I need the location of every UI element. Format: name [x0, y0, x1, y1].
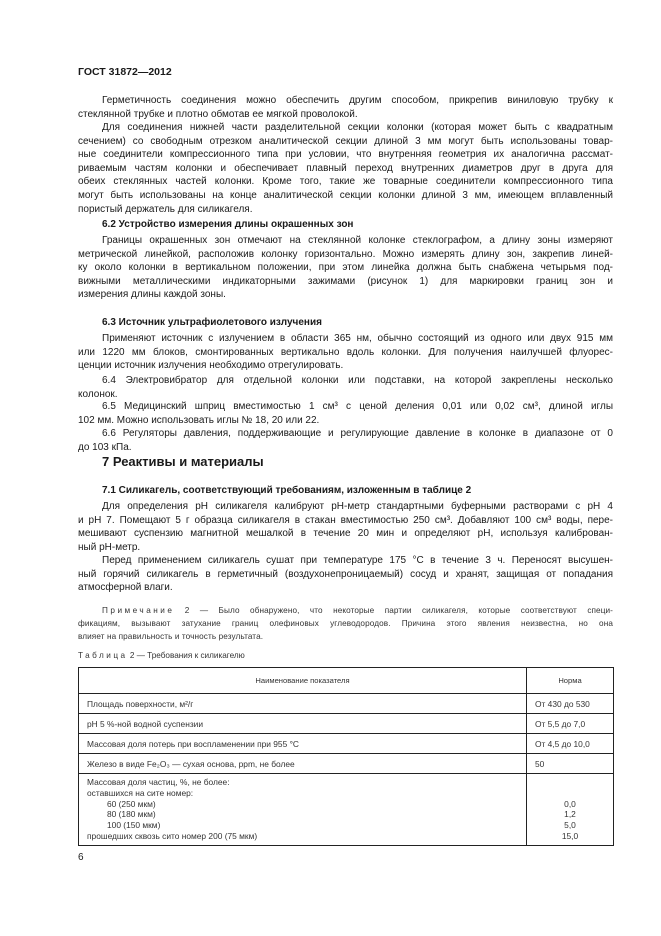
- text-line: 6.4 Электровибратор для отдельной колонки или подставки, на которой закреплены несколько: [102, 375, 613, 386]
- text-line: сечением) со свободным отрезком аналитической секции длиной 3 мм могут быть использованы товар-: [78, 135, 613, 147]
- text-line: Перед применением силикагель сушат при температуре 175 °С в течение 3 ч. Переносят высушен-: [102, 555, 613, 566]
- paragraph: [78, 427, 613, 454]
- text-line: ку около колонки в вертикальном положении, при этом линейка должна быть снабжена четырьмя под-: [78, 262, 613, 274]
- text-line: мешивают суспензию магнитной мешалкой в течение 20 мин и определяют pH, используя калиброван-: [78, 528, 613, 540]
- text-line: 102 мм. Можно использовать иглы № 18, 20 или 22.: [78, 414, 320, 426]
- text-line: атмосферной влаги.: [78, 582, 173, 594]
- document-header: ГОСТ 31872—2012: [78, 66, 172, 78]
- note-line: фикациям, вызывают затухание границ олефиновых углеводородов. Причина этого явления неизвестна, но она: [78, 619, 613, 628]
- paragraph: [78, 332, 613, 373]
- note-label: Примечание: [102, 606, 175, 615]
- text-line: 6.5 Медицинский шприц вместимостью 1 см³ с ценой деления 0,01 или 0,02 см³, длиной иглы: [102, 401, 613, 412]
- section-heading-7-1: 7.1 Силикагель, соответствующий требованиям, изложенным в таблице 2: [102, 485, 472, 496]
- paragraph: [78, 500, 613, 554]
- text-line: до 103 кПа.: [78, 441, 132, 453]
- text-line: обеих стеклянных частей колонки. Кроме того, такие же товарные соединители компрессионного типа: [78, 176, 613, 188]
- text-line: ный горячий силикагель в герметичный (воздухонепроницаемый) сосуд и хранят, защищая от попадания: [78, 568, 613, 580]
- table-row: Железо в виде Fe₂O₃ — сухая основа, ppm, не более 50: [79, 754, 614, 774]
- text-line: пористый держатель для силикагеля.: [78, 203, 253, 215]
- note-line: влияет на правильность и точность результата.: [78, 632, 264, 641]
- table-row: Массовая доля частиц, %, не более: оставшихся на сите номер: 60 (250 мкм) 80 (180 мкм) 100 (150 мкм) прошедших сквозь сито номер 200 (75 мкм) 0,0 1,2 5,0 15,0: [79, 774, 614, 846]
- paragraph: [78, 234, 613, 302]
- table-row: pH 5 %-ной водной суспензии От 5,5 до 7,0: [79, 714, 614, 734]
- text-line: ные соединители компрессионного типа при условии, что внутренняя геометрия их аналогична рассмат-: [78, 149, 613, 161]
- paragraph: [78, 121, 613, 216]
- text-line: Герметичность соединения можно обеспечить другим способом, прикрепив виниловую трубку к: [102, 95, 613, 106]
- note: [78, 604, 613, 643]
- text-line: вижными металлическими индикаторными зажимами (рисунок 1) для маркировки границ зон и: [78, 275, 613, 287]
- text-line: ценции источник излучения необходимо отрегулировать.: [78, 360, 344, 372]
- paragraph: [78, 400, 613, 427]
- table-row: Площадь поверхности, м²/г От 430 до 530: [79, 694, 614, 714]
- text-line: ный pH-метр.: [78, 541, 141, 553]
- section-heading-7: 7 Реактивы и материалы: [102, 454, 264, 469]
- column-header: Норма: [527, 668, 614, 694]
- text-line: Для соединения нижней части разделительной секции колонки (которая может быть с квадратным: [102, 122, 613, 133]
- section-heading-6-2: 6.2 Устройство измерения длины окрашенных зон: [102, 219, 354, 230]
- text-line: 6.6 Регуляторы давления, поддерживающие и регулирующие давление в колонке в диапазоне от 0: [102, 428, 613, 439]
- text-line: могут быть использованы на конце аналитической секции колонки длиной 3 мм, имеющем вплавленный: [78, 189, 613, 201]
- paragraph: [78, 554, 613, 595]
- text-line: стеклянной трубке и плотно обмотав ее мягкой проволокой.: [78, 108, 358, 120]
- page-number: 6: [78, 852, 84, 863]
- paragraph: [78, 374, 613, 401]
- text-line: Для определения pH силикагеля калибруют pH-метр стандартными буферными растворами с pH 4: [102, 501, 613, 512]
- paragraph: [78, 94, 613, 121]
- text-line: Границы окрашенных зон отмечают на стеклянной колонке стеклографом, а длину зоны измеряют: [102, 235, 613, 246]
- text-line: Применяют источник с излучением в области 365 нм, обычно состоящий из одного или двух 915 мм: [102, 333, 613, 344]
- note-line: Примечание 2 — Было обнаружено, что некоторые партии силикагеля, которые соответствуют специ-: [102, 606, 613, 615]
- text-line: метрической линейкой, расположив колонку горизонтально. Можно измерять длину зон, закрепив линей-: [78, 248, 613, 260]
- table-header-row: [79, 668, 614, 694]
- text-line: или 1220 мм блоков, смонтированных вертикально вдоль колонки. Для получения наилучшей флуорес-: [78, 346, 613, 358]
- table-caption: Таблица 2 — Требования к силикагелю: [78, 651, 245, 660]
- text-line: и pH 7. Помещают 5 г образца силикагеля в стакан вместимостью 250 см³. Добавляют 100 см³ воды, пере-: [78, 514, 613, 526]
- requirements-table: [78, 667, 614, 846]
- section-heading-6-3: 6.3 Источник ультрафиолетового излучения: [102, 317, 322, 328]
- text-line: колонок.: [78, 388, 118, 400]
- table-row: Массовая доля потерь при воспламенении при 955 °С От 4,5 до 10,0: [79, 734, 614, 754]
- text-line: риваемым частям колонки и обеспечивает плавный переход внутренних диаметров друг в друга для: [78, 162, 613, 174]
- text-line: измерения длины каждой зоны.: [78, 289, 226, 301]
- column-header: Наименование показателя: [79, 668, 527, 694]
